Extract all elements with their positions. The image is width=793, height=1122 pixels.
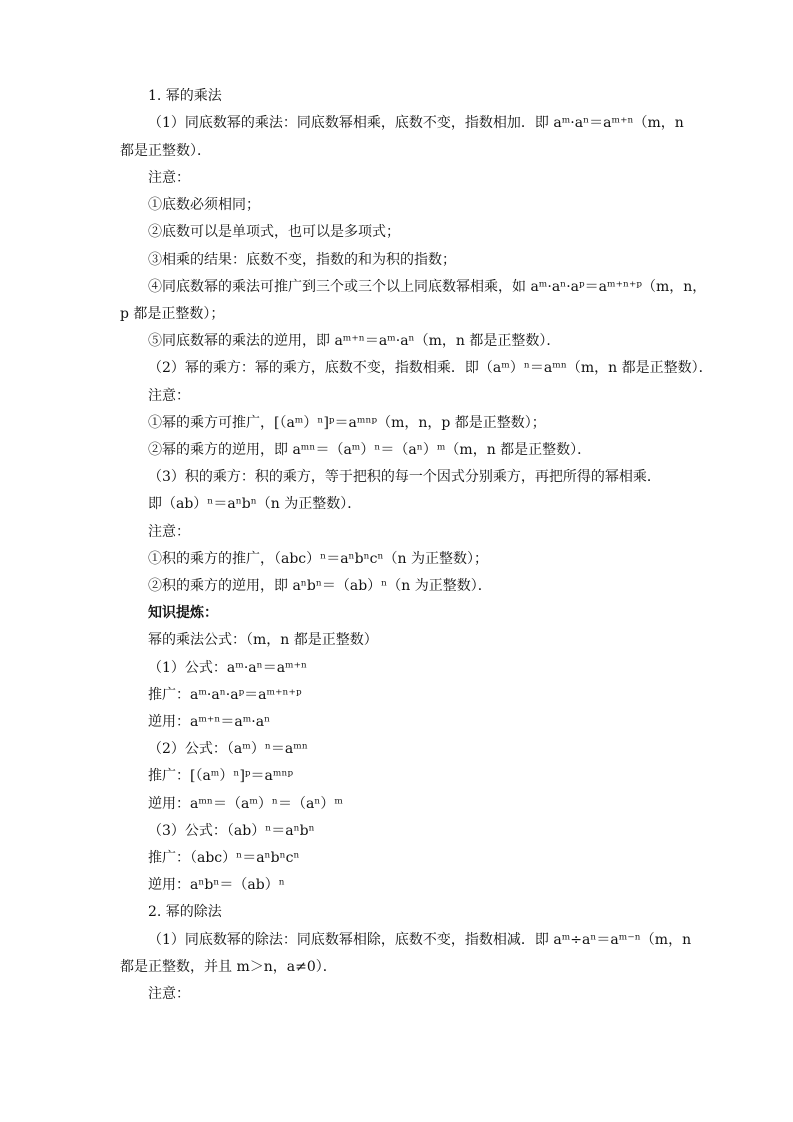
text-line: 注意： bbox=[148, 388, 190, 404]
text-line: p 都是正整数）； bbox=[120, 306, 225, 322]
text-line: ⑤同底数幂的乘法的逆用，即 aᵐ⁺ⁿ＝aᵐ·aⁿ（m，n 都是正整数）． bbox=[148, 333, 561, 349]
text-line: 逆用：aᵐⁿ＝（aᵐ）ⁿ＝（aⁿ）ᵐ bbox=[148, 796, 343, 812]
text-line: 知识提炼： bbox=[148, 605, 218, 621]
text-line: 逆用：aⁿbⁿ＝（ab）ⁿ bbox=[148, 877, 285, 893]
text-line: ②幂的乘方的逆用，即 aᵐⁿ＝（aᵐ）ⁿ＝（aⁿ）ᵐ（m，n 都是正整数）． bbox=[148, 442, 592, 458]
text-line: 幂的乘法公式：（m，n 都是正整数） bbox=[148, 632, 378, 648]
text-line: ①底数必须相同； bbox=[148, 197, 260, 213]
text-line: ③相乘的结果：底数不变，指数的和为积的指数； bbox=[148, 252, 456, 268]
text-line: 推广：aᵐ·aⁿ·aᵖ＝aᵐ⁺ⁿ⁺ᵖ bbox=[148, 687, 302, 703]
text-line: （1）同底数幂的乘法：同底数幂相乘，底数不变，指数相加．即 aᵐ·aⁿ＝aᵐ⁺ⁿ（m，n bbox=[148, 115, 684, 131]
text-line: 注意： bbox=[148, 524, 190, 540]
text-line: ②底数可以是单项式，也可以是多项式； bbox=[148, 224, 400, 240]
text-line: ①幂的乘方可推广，[（aᵐ）ⁿ]ᵖ＝aᵐⁿᵖ（m，n，p 都是正整数）； bbox=[148, 415, 546, 431]
text-line: 注意： bbox=[148, 170, 190, 186]
text-line: （1）同底数幂的除法：同底数幂相除，底数不变，指数相减．即 aᵐ÷aⁿ＝aᵐ⁻ⁿ（m，n bbox=[148, 932, 692, 948]
text-line: （2）公式：（aᵐ）ⁿ＝aᵐⁿ bbox=[148, 741, 308, 757]
text-line: 推广：[（aᵐ）ⁿ]ᵖ＝aᵐⁿᵖ bbox=[148, 768, 294, 784]
text-line: ②积的乘方的逆用，即 aⁿbⁿ＝（ab）ⁿ（n 为正整数）． bbox=[148, 578, 492, 594]
text-line: ①积的乘方的推广，（abc）ⁿ＝aⁿbⁿcⁿ（n 为正整数）； bbox=[148, 551, 488, 567]
text-line: 逆用：aᵐ⁺ⁿ＝aᵐ·aⁿ bbox=[148, 714, 271, 730]
text-line: 都是正整数）． bbox=[120, 143, 211, 159]
text-line: 2. 幂的除法 bbox=[148, 904, 222, 920]
text-line: ④同底数幂的乘法可推广到三个或三个以上同底数幂相乘，如 aᵐ·aⁿ·aᵖ＝aᵐ⁺ⁿ⁺ᵖ（m，n， bbox=[148, 279, 707, 295]
text-line: （1）公式：aᵐ·aⁿ＝aᵐ⁺ⁿ bbox=[148, 660, 308, 676]
text-line: （2）幂的乘方：幂的乘方，底数不变，指数相乘．即（aᵐ）ⁿ＝aᵐⁿ（m，n 都是正整数）． bbox=[148, 360, 713, 376]
text-line: 都是正整数，并且 m＞n，a≠0）． bbox=[120, 959, 337, 975]
text-line: 即（ab）ⁿ＝aⁿbⁿ（n 为正整数）． bbox=[148, 496, 362, 512]
text-line: （3）积的乘方：积的乘方，等于把积的每一个因式分别乘方，再把所得的幂相乘． bbox=[148, 469, 661, 485]
text-line: 注意： bbox=[148, 986, 190, 1002]
text-line: 1. 幂的乘法 bbox=[148, 88, 222, 104]
text-line: 推广：（abc）ⁿ＝aⁿbⁿcⁿ bbox=[148, 850, 300, 866]
text-line: （3）公式：（ab）ⁿ＝aⁿbⁿ bbox=[148, 823, 315, 839]
